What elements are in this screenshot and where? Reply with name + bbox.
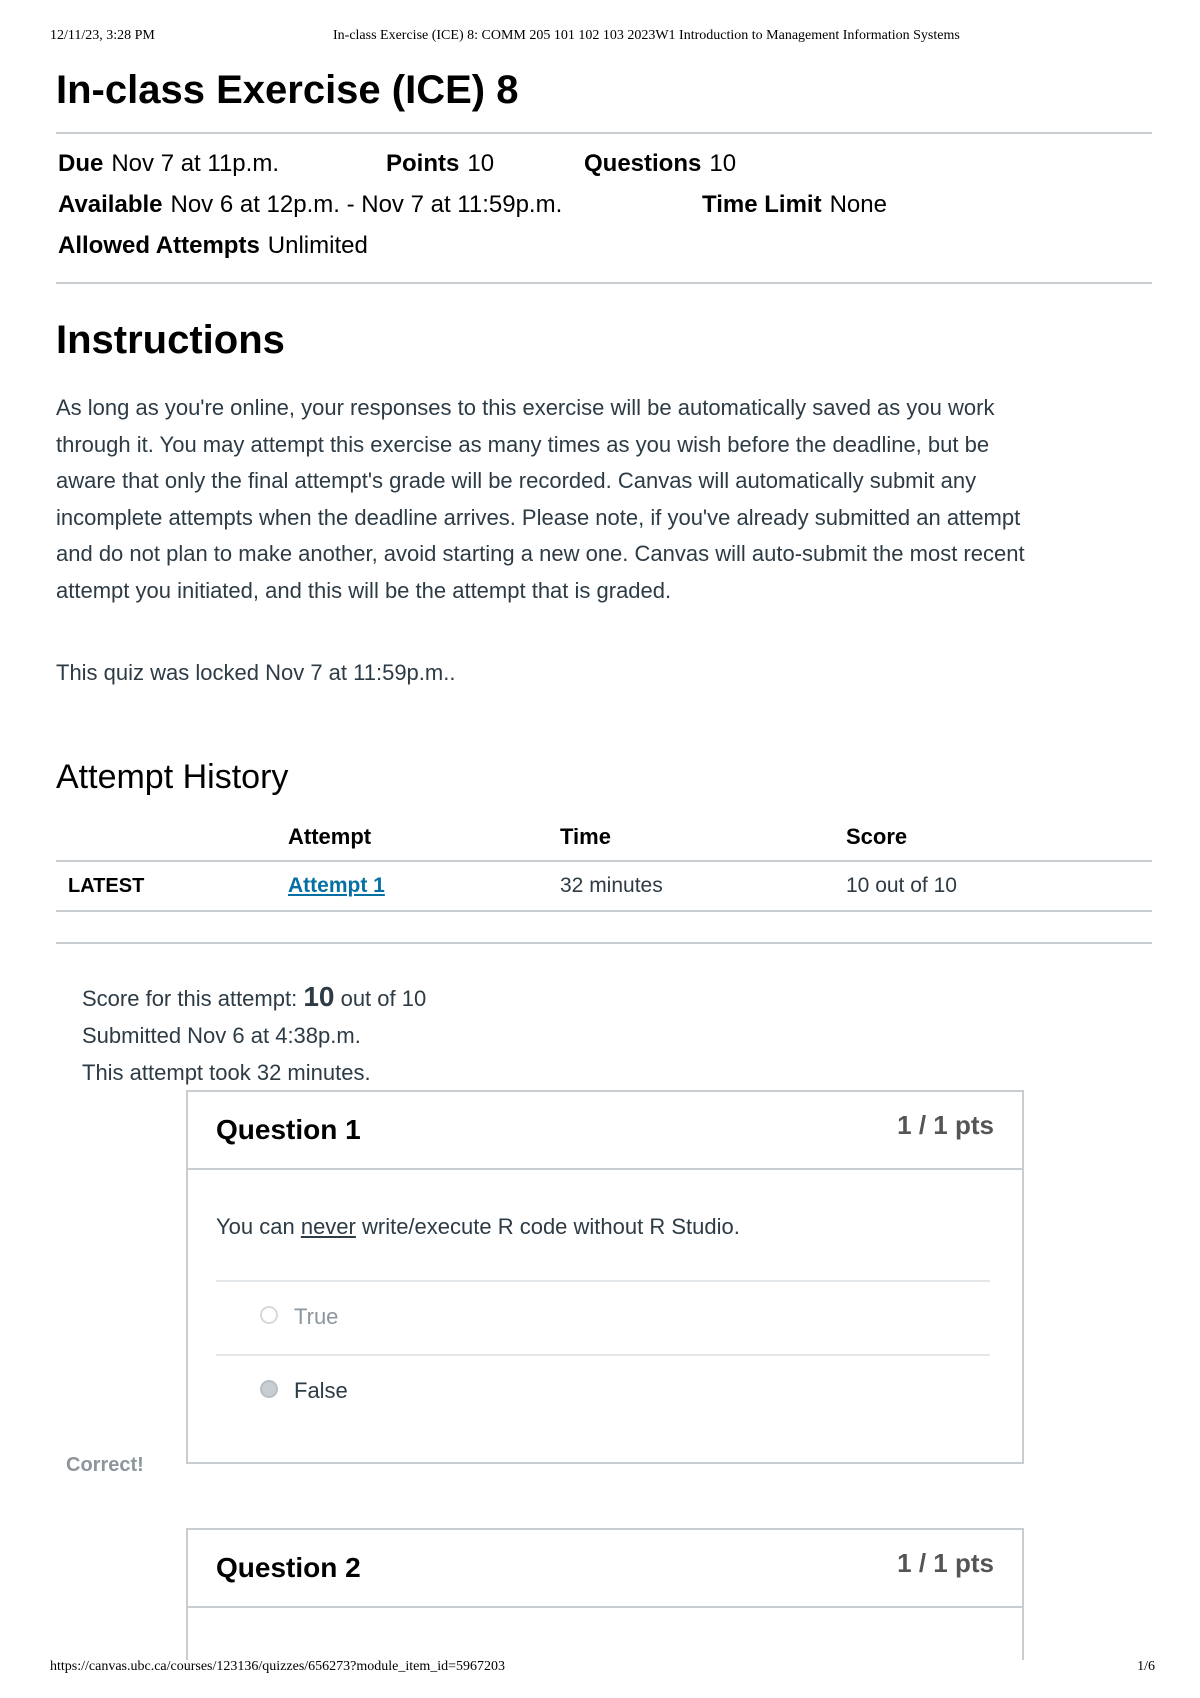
question-points: 1 / 1 pts <box>897 1110 994 1140</box>
radio-unselected-icon[interactable] <box>260 1306 278 1324</box>
due-label: Due <box>58 150 104 177</box>
score-prefix: Score for this attempt: <box>82 986 304 1011</box>
column-header: Score <box>846 814 1152 861</box>
question-1 <box>186 1090 1024 1464</box>
print-header <box>50 28 1155 48</box>
instructions-text <box>56 390 1152 609</box>
page-title: In-class Exercise (ICE) 8 <box>56 68 519 112</box>
question-2 <box>186 1528 1024 1660</box>
question-title: Question 1 <box>216 1114 361 1145</box>
attempt-history-table <box>56 814 1152 944</box>
due-detail <box>58 150 279 178</box>
instructions-line: and do not plan to make another, avoid starting a new one. Canvas will auto-submit the most recent <box>56 541 1025 566</box>
table-row-empty <box>56 911 1152 943</box>
instructions-heading: Instructions <box>56 318 285 362</box>
due-value: Nov 7 at 11p.m. <box>111 150 279 177</box>
attempts-label: Allowed Attempts <box>58 232 260 259</box>
question-header <box>188 1530 1022 1608</box>
column-header: Attempt <box>288 814 560 861</box>
points-value: 10 <box>467 150 495 177</box>
questions-detail <box>584 150 736 178</box>
attempt-score <box>82 978 426 1017</box>
answer-list <box>216 1280 990 1428</box>
time-limit-detail <box>702 191 887 219</box>
questions-value: 10 <box>709 150 737 177</box>
attempt-summary <box>82 978 426 1091</box>
points-label: Points <box>386 150 460 177</box>
submitted-text: Submitted Nov 6 at 4:38p.m. <box>82 1023 361 1048</box>
time-limit-label: Time Limit <box>702 191 822 218</box>
print-page-number: 1/6 <box>1137 1659 1155 1674</box>
questions-label: Questions <box>584 150 702 177</box>
question-text-part: You can <box>216 1214 301 1239</box>
quiz-details <box>56 132 1152 284</box>
latest-tag: LATEST <box>56 861 288 911</box>
answer-label: False <box>294 1378 348 1403</box>
lock-message: This quiz was locked Nov 7 at 11:59p.m.. <box>56 660 456 685</box>
question-header <box>188 1092 1022 1170</box>
instructions-line: through it. You may attempt this exercise as many times as you wish before the deadline, but be <box>56 431 990 457</box>
answer-option-true[interactable] <box>216 1280 990 1354</box>
question-text <box>216 1214 740 1240</box>
column-header: Time <box>560 814 846 861</box>
answer-label: True <box>294 1304 339 1329</box>
instructions-line: As long as you're online, your responses to this exercise will be automatically saved as you work <box>56 395 995 420</box>
available-value: Nov 6 at 12p.m. - Nov 7 at 11:59p.m. <box>170 191 563 218</box>
instructions-line: aware that only the final attempt's grade will be recorded. Canvas will automatically submit any <box>56 468 977 493</box>
attempts-detail <box>58 232 368 260</box>
print-page-title: In-class Exercise (ICE) 8: COMM 205 101 102 103 2023W1 Introduction to Management Information Systems <box>333 28 960 43</box>
correct-answer-tag: Correct! <box>66 1454 144 1476</box>
time-cell: 32 minutes <box>560 861 846 911</box>
attempt-cell <box>288 861 560 911</box>
available-detail <box>58 191 562 219</box>
instructions-line: incomplete attempts when the deadline arrives. Please note, if you've already submitted an attempt <box>56 504 1021 530</box>
instructions-line: attempt you initiated, and this will be the attempt that is graded. <box>56 577 672 603</box>
question-text-part: write/execute R code without R Studio. <box>355 1214 740 1239</box>
score-value: 10 <box>303 981 335 1012</box>
score-cell: 10 out of 10 <box>846 861 1152 911</box>
table-header-row <box>56 814 1152 861</box>
print-footer <box>50 1659 1155 1679</box>
answer-option-false[interactable] <box>216 1354 990 1428</box>
duration-text: This attempt took 32 minutes. <box>82 1060 371 1085</box>
time-limit-value: None <box>829 191 887 218</box>
question-title: Question 2 <box>216 1552 361 1583</box>
score-suffix: out of 10 <box>334 986 427 1011</box>
table-row <box>56 861 1152 911</box>
available-label: Available <box>58 191 163 218</box>
print-url: https://canvas.ubc.ca/courses/123136/quizzes/656273?module_item_id=5967203 <box>50 1659 506 1674</box>
question-points: 1 / 1 pts <box>897 1548 994 1578</box>
column-header <box>56 814 288 861</box>
print-date: 12/11/23, 3:28 PM <box>50 28 155 43</box>
points-detail <box>386 150 494 178</box>
radio-selected-icon[interactable] <box>260 1380 278 1398</box>
question-text-emphasis: never <box>300 1214 356 1239</box>
attempt-history-heading: Attempt History <box>56 758 289 796</box>
attempts-value: Unlimited <box>267 232 368 259</box>
attempt-link[interactable]: Attempt 1 <box>288 874 385 897</box>
